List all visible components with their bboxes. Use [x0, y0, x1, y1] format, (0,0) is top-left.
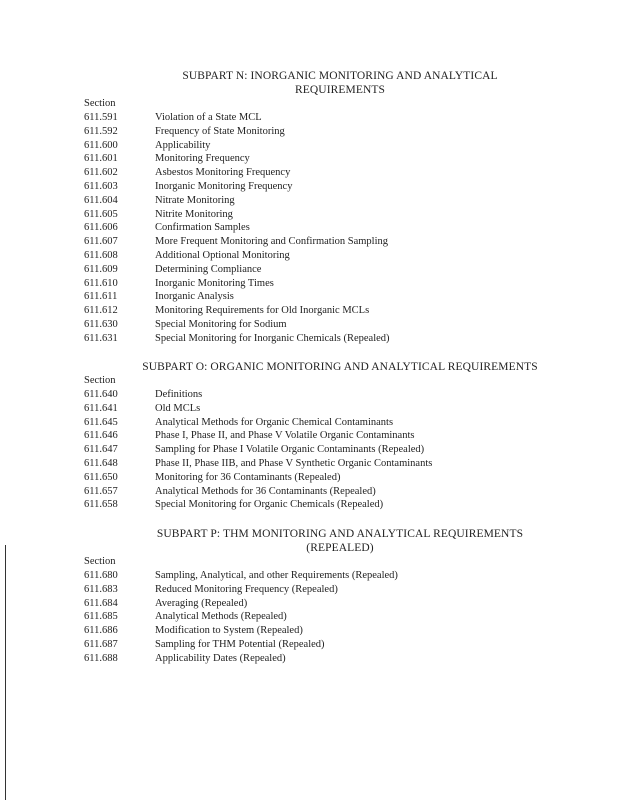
section-title: Asbestos Monitoring Frequency [155, 167, 291, 179]
section-title: Inorganic Analysis [155, 291, 234, 303]
section-entry [84, 610, 564, 624]
section-number: 611.610 [84, 277, 118, 289]
section-entry [84, 443, 564, 457]
section-number: 611.631 [84, 332, 118, 344]
section-number: 611.611 [84, 291, 118, 303]
section-entry [84, 249, 564, 263]
section-entry [84, 152, 564, 166]
section-number: 611.650 [84, 471, 118, 483]
section-entry [84, 290, 564, 304]
subpart-o-section-label: Section [84, 375, 116, 386]
section-number: 611.683 [84, 583, 118, 595]
section-number: 611.591 [84, 112, 118, 123]
section-title: Violation of a State MCL [155, 112, 262, 123]
subpart-n-section-list [84, 111, 564, 346]
section-number: 611.680 [84, 570, 118, 581]
section-number: 611.604 [84, 194, 118, 206]
section-title: Applicability Dates (Repealed) [155, 652, 286, 664]
section-entry [84, 208, 564, 222]
scan-margin-line [5, 545, 6, 800]
section-title: Analytical Methods for Organic Chemical Contaminants [155, 416, 394, 428]
section-title: Special Monitoring for Inorganic Chemicals (Repealed) [155, 332, 390, 344]
subpart-n-section-label: Section [84, 98, 116, 109]
section-number: 611.609 [84, 263, 118, 275]
section-entry [84, 583, 564, 597]
section-entry [84, 498, 564, 512]
section-entry [84, 471, 564, 485]
section-title: Confirmation Samples [155, 222, 250, 234]
section-title: Definitions [155, 389, 203, 400]
section-title: Analytical Methods for 36 Contaminants (Repealed) [155, 485, 376, 497]
section-number: 611.606 [84, 222, 118, 234]
section-title: Frequency of State Monitoring [155, 125, 285, 137]
section-number: 611.688 [84, 652, 118, 664]
section-title: Special Monitoring for Organic Chemicals (Repealed) [155, 499, 384, 511]
subpart-p-section-label: Section [84, 556, 116, 567]
section-number: 611.685 [84, 611, 118, 623]
section-entry [84, 388, 564, 402]
section-number: 611.657 [84, 485, 118, 497]
section-title: Nitrate Monitoring [155, 194, 235, 206]
section-number: 611.592 [84, 125, 118, 137]
section-entry [84, 221, 564, 235]
section-number: 611.641 [84, 402, 118, 414]
section-entry [84, 166, 564, 180]
section-entry [84, 235, 564, 249]
section-title: Inorganic Monitoring Times [155, 277, 274, 289]
section-entry [84, 569, 564, 583]
section-entry [84, 638, 564, 652]
subpart-p-heading-line2: (REPEALED) [306, 542, 374, 554]
section-number: 611.646 [84, 430, 118, 442]
section-number: 611.605 [84, 208, 118, 220]
subpart-o-heading [100, 360, 580, 374]
section-title: Old MCLs [155, 402, 201, 414]
section-number: 611.603 [84, 180, 118, 192]
section-title: Phase I, Phase II, and Phase V Volatile Organic Contaminants [155, 430, 415, 442]
section-entry [84, 457, 564, 471]
section-entry [84, 304, 564, 318]
section-entry [84, 180, 564, 194]
section-entry [84, 332, 564, 346]
section-number: 611.640 [84, 389, 118, 400]
section-number: 611.602 [84, 167, 118, 179]
section-number: 611.687 [84, 638, 118, 650]
subpart-o-section-list [84, 388, 564, 512]
section-title: Modification to System (Repealed) [155, 625, 303, 637]
section-number: 611.600 [84, 139, 118, 151]
section-entry [84, 263, 564, 277]
section-title: Sampling for THM Potential (Repealed) [155, 638, 325, 650]
section-title: Phase II, Phase IIB, and Phase V Synthetic Organic Contaminants [155, 457, 433, 469]
section-title: Monitoring for 36 Contaminants (Repealed) [155, 471, 341, 483]
section-title: Analytical Methods (Repealed) [155, 611, 287, 623]
section-title: Reduced Monitoring Frequency (Repealed) [155, 583, 338, 595]
section-number: 611.684 [84, 597, 118, 609]
section-number: 611.607 [84, 236, 118, 248]
section-number: 611.648 [84, 457, 118, 469]
subpart-p-heading [110, 527, 570, 555]
section-title: More Frequent Monitoring and Confirmation Sampling [155, 236, 389, 248]
section-entry [84, 416, 564, 430]
section-entry [84, 111, 564, 125]
section-title: Monitoring Requirements for Old Inorganic MCLs [155, 305, 370, 317]
subpart-o-heading-line1: SUBPART O: ORGANIC MONITORING AND ANALYTICAL REQUIREMENTS [142, 361, 538, 373]
section-entry [84, 318, 564, 332]
section-entry [84, 429, 564, 443]
section-number: 611.601 [84, 153, 118, 165]
section-title: Determining Compliance [155, 263, 262, 275]
section-number: 611.612 [84, 305, 118, 317]
subpart-n-heading [120, 69, 560, 97]
section-entry [84, 277, 564, 291]
section-title: Averaging (Repealed) [155, 597, 248, 609]
section-entry [84, 194, 564, 208]
section-entry [84, 652, 564, 666]
section-title: Applicability [155, 139, 211, 151]
section-entry [84, 597, 564, 611]
section-number: 611.658 [84, 499, 118, 511]
section-number: 611.645 [84, 416, 118, 428]
section-entry [84, 402, 564, 416]
section-title: Additional Optional Monitoring [155, 249, 290, 261]
section-title: Monitoring Frequency [155, 153, 250, 165]
section-title: Inorganic Monitoring Frequency [155, 180, 293, 192]
section-number: 611.647 [84, 444, 118, 456]
section-entry [84, 485, 564, 499]
section-entry [84, 125, 564, 139]
section-title: Special Monitoring for Sodium [155, 318, 287, 330]
subpart-n-heading-line1: SUBPART N: INORGANIC MONITORING AND ANALYTICAL [182, 70, 498, 82]
section-title: Sampling, Analytical, and other Requirements (Repealed) [155, 570, 398, 581]
section-title: Sampling for Phase I Volatile Organic Contaminants (Repealed) [155, 444, 425, 456]
section-entry [84, 624, 564, 638]
section-number: 611.686 [84, 625, 118, 637]
section-title: Nitrite Monitoring [155, 208, 233, 220]
subpart-p-section-list [84, 569, 564, 666]
section-entry [84, 139, 564, 153]
subpart-n-heading-line2: REQUIREMENTS [294, 84, 385, 96]
section-number: 611.608 [84, 249, 118, 261]
section-number: 611.630 [84, 318, 118, 330]
subpart-p-heading-line1: SUBPART P: THM MONITORING AND ANALYTICAL REQUIREMENTS [156, 528, 524, 540]
